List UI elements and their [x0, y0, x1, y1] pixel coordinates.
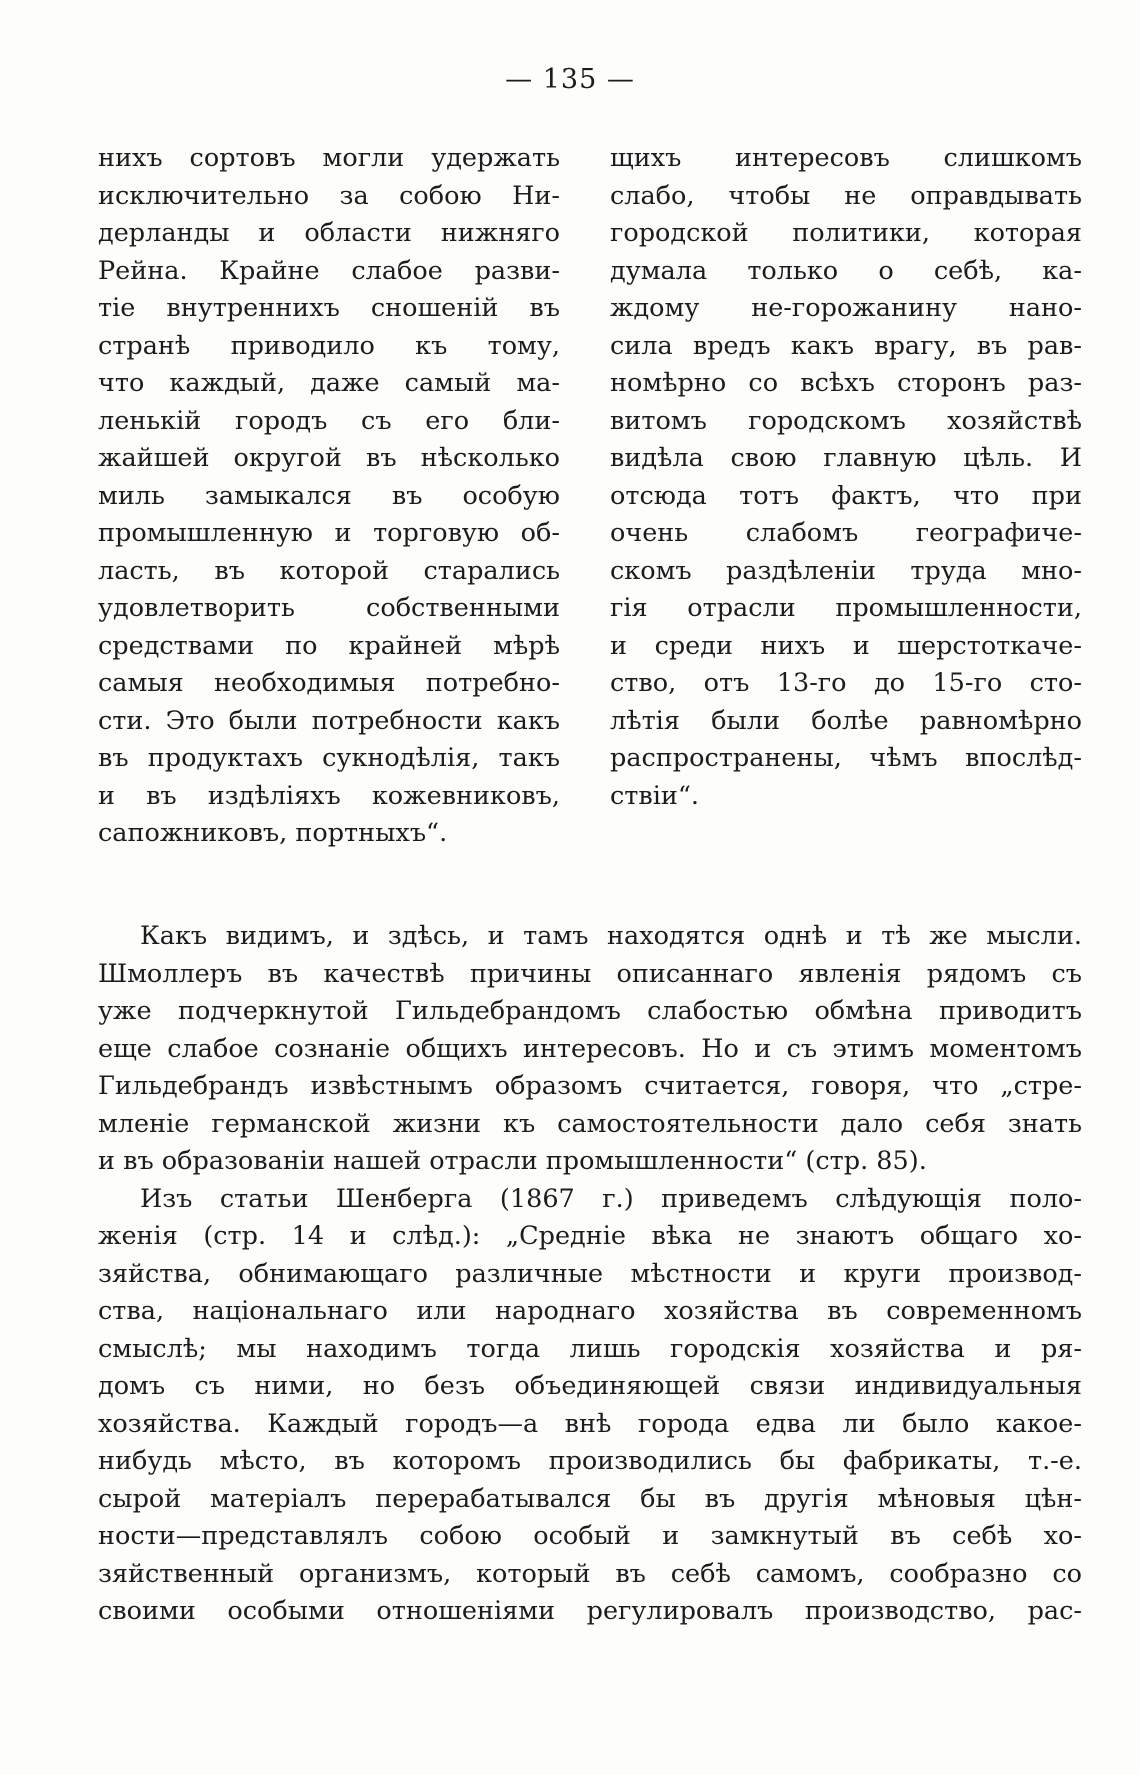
text-line: ности—представлялъ собою особый и замкнутый въ себѣ хо- [98, 1521, 1082, 1551]
text-line: сырой матеріалъ перерабатывался бы въ другія мѣновыя цѣн- [98, 1483, 1082, 1514]
text-line: исключительно за собою Ни- [98, 180, 560, 211]
text-line: тіе внутреннихъ сношеній въ [98, 293, 560, 323]
text-line: сапожниковъ, портныхъ“. [98, 818, 448, 848]
text-line: дерланды и области нижняго [98, 218, 560, 248]
text-line: ствіи“. [610, 780, 700, 811]
text-line: видѣла свою главную цѣль. И [610, 443, 1082, 473]
text-line: сти. Это были потребности какъ [98, 705, 560, 736]
text-line: отсюда тотъ фактъ, что при [610, 480, 1082, 511]
paragraph [98, 918, 1082, 1181]
text-line: что каждый, даже самый ма- [98, 368, 560, 398]
text-line: и среди нихъ и шерстоткаче- [610, 630, 1082, 661]
text-line: зяйственный организмъ, который въ себѣ самомъ, сообразно со [98, 1558, 1082, 1589]
text-line: средствами по крайней мѣрѣ [98, 630, 560, 661]
text-line: городской политики, которая [610, 218, 1082, 248]
text-line: Рейна. Крайне слабое разви- [98, 255, 560, 286]
text-line: номѣрно со всѣхъ сторонъ раз- [610, 368, 1082, 398]
text-line: удовлетворить собственными [98, 593, 560, 623]
text-line: уже подчеркнутой Гильдебрандомъ слабостью обмѣна приводитъ [98, 996, 1082, 1026]
text-line: зяйства, обнимающаго различные мѣстности и круги производ- [98, 1258, 1082, 1289]
text-line: витомъ городскомъ хозяйствѣ [610, 405, 1082, 436]
right-column [610, 140, 1082, 815]
text-line: нибудь мѣсто, въ которомъ производились бы фабрикаты, т.-е. [98, 1446, 1082, 1476]
text-line: Какъ видимъ, и здѣсь, и тамъ находятся однѣ и тѣ же мысли. [140, 921, 1082, 951]
text-line: въ продуктахъ сукнодѣлія, такъ [98, 743, 560, 773]
text-line: и въ образованіи нашей отрасли промышленности“ (стр. 85). [98, 1146, 927, 1176]
text-line: ласть, въ которой старались [98, 555, 560, 586]
text-line: еще слабое сознаніе общихъ интересовъ. Но и съ этимъ моментомъ [98, 1033, 1082, 1064]
text-line: миль замыкался въ особую [98, 480, 560, 511]
text-line: Шмоллеръ въ качествѣ причины описаннаго явленія рядомъ съ [98, 958, 1082, 989]
text-line: странѣ приводило къ тому, [98, 330, 560, 361]
text-line: гія отрасли промышленности, [610, 593, 1082, 623]
page-number: — 135 — [505, 64, 635, 95]
text-line: ства, національнаго или народнаго хозяйства въ современномъ [98, 1296, 1082, 1326]
text-line: думала только о себѣ, ка- [610, 255, 1082, 286]
text-line: промышленную и торговую об- [98, 518, 560, 548]
text-line: женія (стр. 14 и слѣд.): „Средніе вѣка не знаютъ общаго хо- [98, 1221, 1082, 1251]
text-line: распространены, чѣмъ впослѣд- [610, 743, 1082, 773]
text-line: домъ съ ними, но безъ объединяющей связи индивидуальныя [98, 1371, 1082, 1401]
text-line: хозяйства. Каждый городъ—а внѣ города едва ли было какое- [98, 1408, 1082, 1439]
text-line: смыслѣ; мы находимъ тогда лишь городскія хозяйства и ря- [98, 1333, 1082, 1364]
text-line: очень слабомъ географиче- [610, 518, 1082, 548]
text-line: скомъ раздѣленіи труда мно- [610, 555, 1082, 586]
text-line: сила вредъ какъ врагу, въ рав- [610, 330, 1082, 361]
text-line: лѣтія были болѣе равномѣрно [610, 705, 1082, 736]
text-line: Изъ статьи Шенберга (1867 г.) приведемъ слѣдующія поло- [140, 1183, 1082, 1214]
text-line: своими особыми отношеніями регулировалъ производство, рас- [98, 1596, 1082, 1626]
text-line: Гильдебрандъ извѣстнымъ образомъ считается, говоря, что „стре- [98, 1071, 1082, 1101]
text-line: жайшей округой въ нѣсколько [98, 443, 560, 473]
text-line: ждому не-горожанину нано- [610, 293, 1082, 323]
text-line: нихъ сортовъ могли удержать [98, 143, 560, 173]
left-column [98, 140, 560, 853]
text-line: ство, отъ 13-го до 15-го сто- [610, 668, 1082, 698]
text-line: самыя необходимыя потребно- [98, 668, 560, 698]
body-text [98, 918, 1082, 1631]
text-line: слабо, чтобы не оправдывать [610, 180, 1082, 211]
text-line: и въ издѣліяхъ кожевниковъ, [98, 780, 560, 811]
paragraph [98, 1181, 1082, 1631]
text-line: щихъ интересовъ слишкомъ [610, 143, 1082, 173]
text-line: мленіе германской жизни къ самостоятельности дало себя знать [98, 1108, 1082, 1139]
text-line: ленькій городъ съ его бли- [98, 405, 560, 436]
